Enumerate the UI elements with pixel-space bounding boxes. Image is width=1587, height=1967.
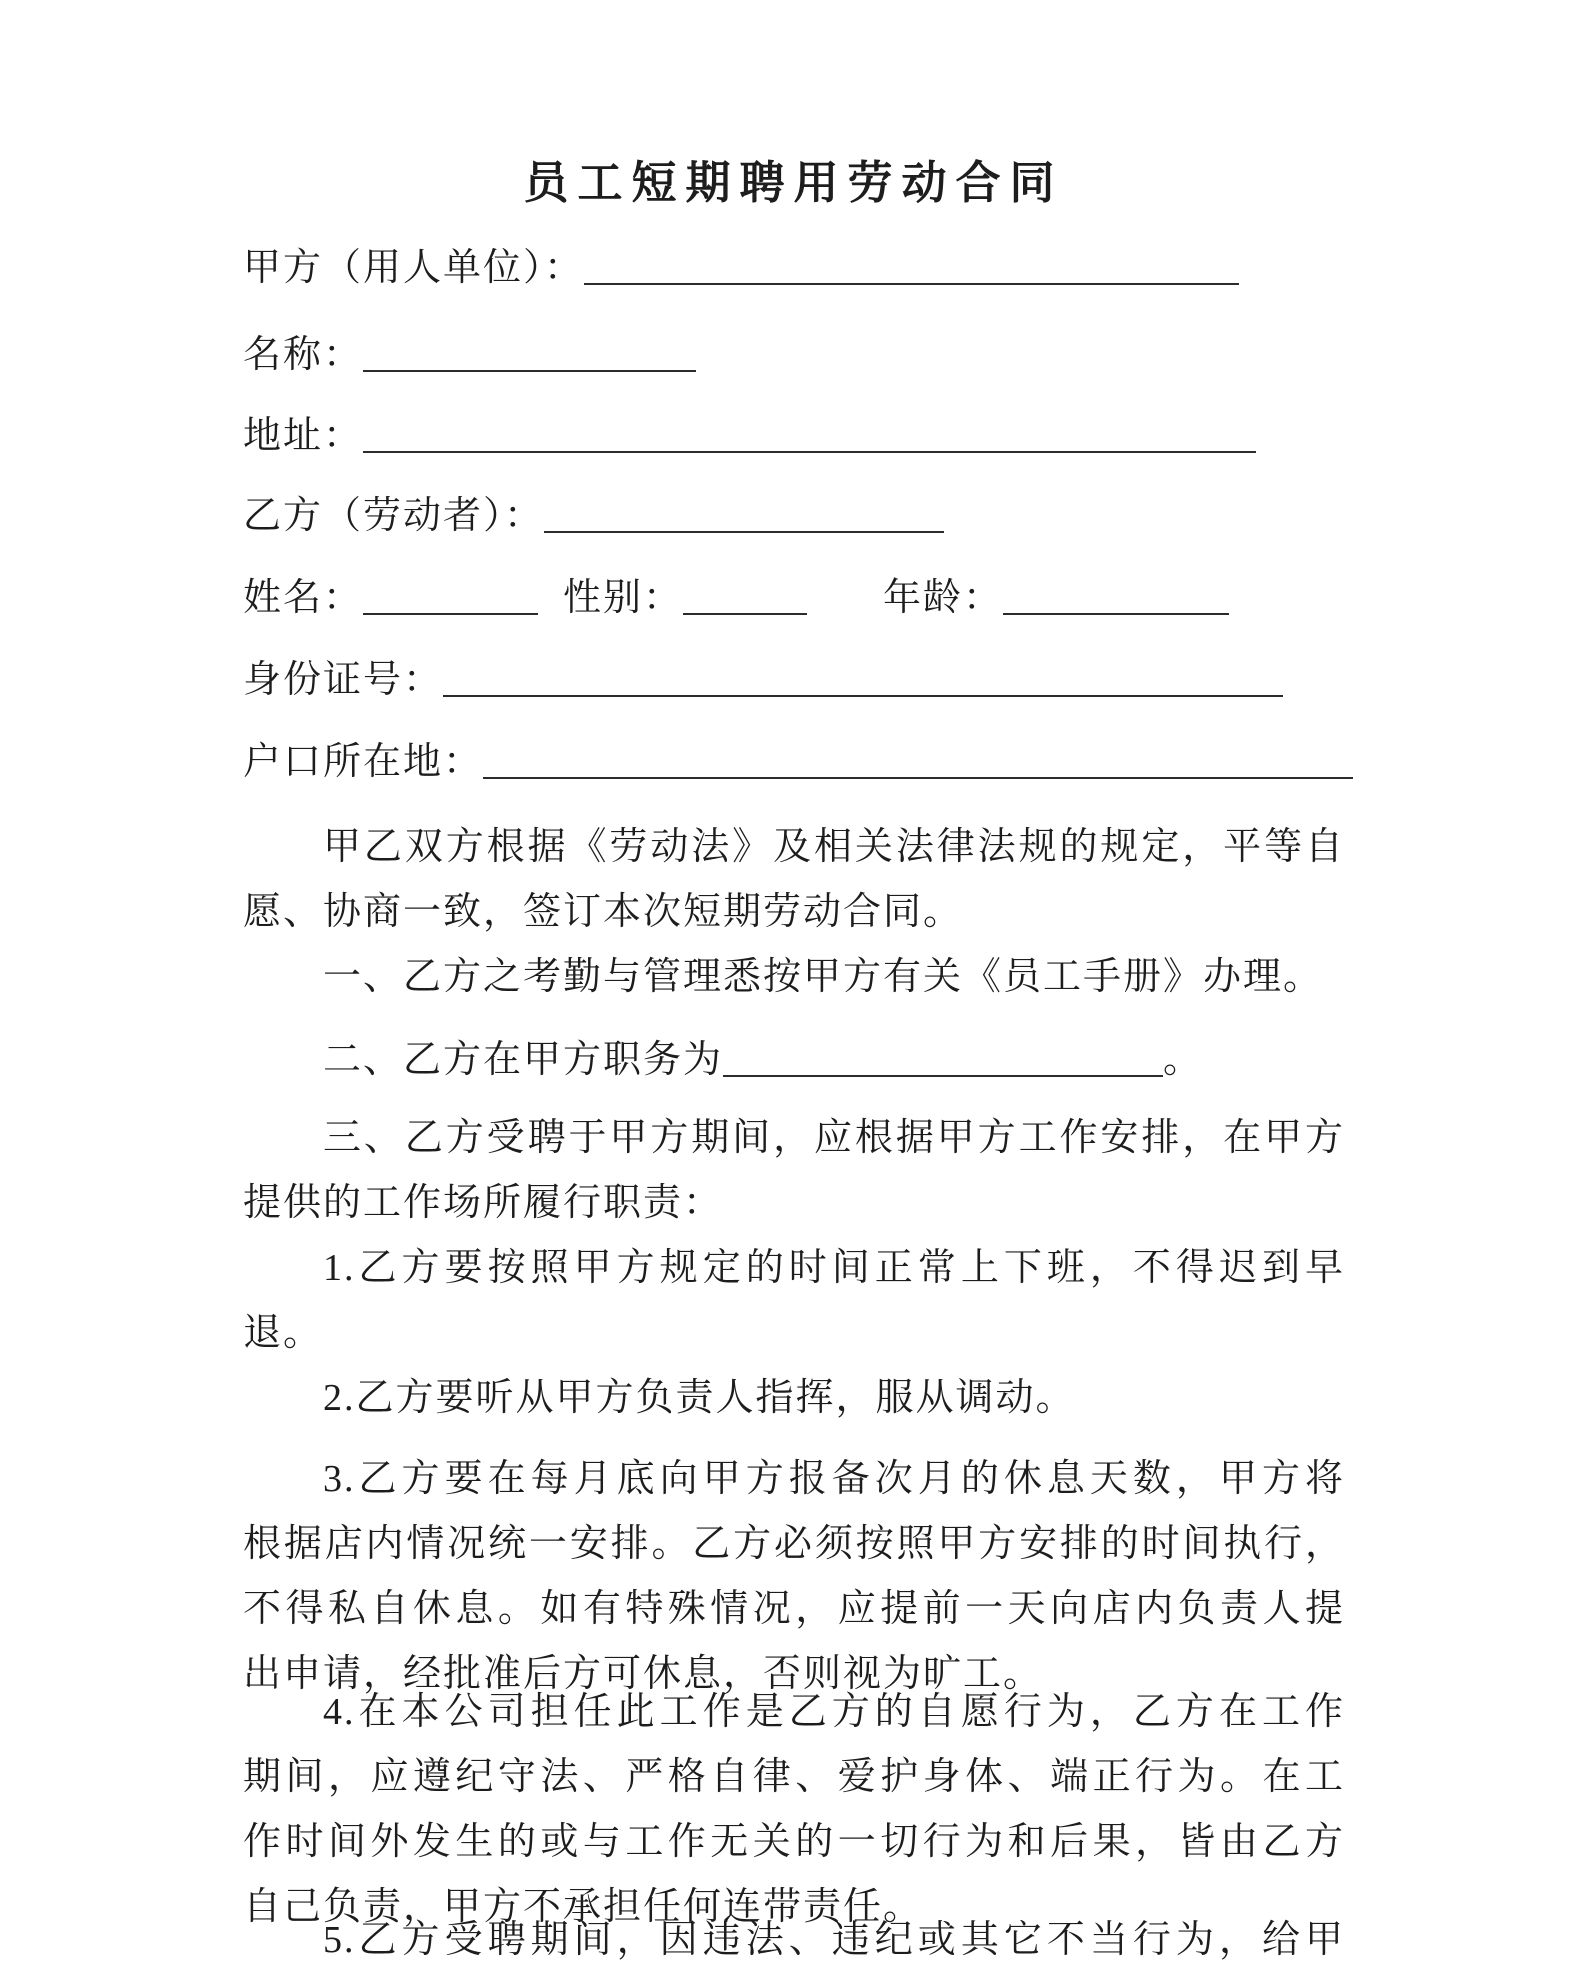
field-party-a-label: 甲方（用人单位）： — [243, 247, 585, 289]
item-4-line: 自己负责，甲方不承担任何连带责任。 — [243, 1886, 924, 1928]
field-residence — [243, 740, 1353, 785]
field-residence-blank-line — [483, 769, 1353, 779]
field-worker-name-blank-line — [363, 605, 538, 615]
field-gender-label: 性别： — [563, 577, 684, 619]
clause-1-line: 一、乙方之考勤与管理悉按甲方有关《员工手册》办理。 — [323, 956, 1324, 998]
field-age-blank-line — [1003, 605, 1229, 615]
clause-3-item-3 — [243, 1447, 1345, 1707]
clause-3-item-1 — [243, 1236, 1345, 1366]
clause-2-blank-line — [723, 1067, 1163, 1077]
paragraph-preamble — [243, 815, 1345, 945]
field-company-name-label: 名称： — [243, 334, 364, 376]
clause-2-period: 。 — [1163, 1039, 1204, 1081]
field-address-blank-line — [363, 443, 1256, 453]
field-address — [243, 414, 1256, 459]
item-1-line: 1.乙方要按照甲方规定的时间正常上下班，不得迟到早 — [323, 1247, 1345, 1289]
item-2-line: 2.乙方要听从甲方负责人指挥，服从调动。 — [323, 1377, 1076, 1419]
item-5-line: 5.乙方受聘期间，因违法、违纪或其它不当行为，给甲 — [323, 1919, 1345, 1961]
item-3-line: 不得私自休息。如有特殊情况，应提前一天向店内负责人提 — [243, 1588, 1345, 1630]
field-row-name-gender-age — [243, 576, 1229, 621]
item-3-line: 3.乙方要在每月底向甲方报备次月的休息天数，甲方将 — [323, 1458, 1345, 1500]
item-1-line: 退。 — [243, 1312, 324, 1354]
field-residence-label: 户口所在地： — [243, 741, 484, 783]
field-company-name — [243, 333, 696, 378]
item-4-line: 4.在本公司担任此工作是乙方的自愿行为，乙方在工作 — [323, 1691, 1345, 1733]
field-worker-name-label: 姓名： — [243, 577, 364, 619]
clause-3-item-5 — [243, 1908, 1345, 1967]
clause-3-line: 提供的工作场所履行职责： — [243, 1182, 724, 1224]
item-4-line: 期间，应遵纪守法、严格自律、爱护身体、端正行为。在工 — [243, 1756, 1345, 1798]
paragraph-preamble-line: 愿、协商一致，签订本次短期劳动合同。 — [243, 891, 964, 933]
field-address-label: 地址： — [243, 415, 364, 457]
clause-1 — [243, 945, 1345, 1010]
field-party-a — [243, 246, 1239, 291]
field-party-a-blank-line — [584, 275, 1239, 285]
item-4-line: 作时间外发生的或与工作无关的一切行为和后果，皆由乙方 — [243, 1821, 1345, 1863]
paragraph-preamble-line: 甲乙双方根据《劳动法》及相关法律法规的规定，平等自 — [323, 826, 1345, 868]
field-party-b-label: 乙方（劳动者）： — [243, 495, 545, 537]
field-party-b-blank-line — [544, 523, 944, 533]
field-id-number-blank-line — [443, 687, 1283, 697]
clause-3 — [243, 1106, 1345, 1236]
clause-3-line: 三、乙方受聘于甲方期间，应根据甲方工作安排，在甲方 — [323, 1117, 1345, 1159]
field-age-label: 年龄： — [883, 577, 1004, 619]
item-3-line: 出申请，经批准后方可休息，否则视为旷工。 — [243, 1653, 1044, 1695]
field-id-number — [243, 658, 1283, 703]
field-company-name-blank-line — [363, 362, 696, 372]
field-gender-blank-line — [683, 605, 807, 615]
document-title: 员工短期聘用劳动合同 — [523, 158, 1064, 208]
clause-2 — [243, 1028, 1345, 1093]
clause-3-item-4 — [243, 1680, 1345, 1940]
field-party-b — [243, 494, 944, 539]
clause-2-text: 二、乙方在甲方职务为 — [323, 1039, 724, 1081]
item-3-line: 根据店内情况统一安排。乙方必须按照甲方安排的时间执行， — [243, 1523, 1345, 1565]
clause-3-item-2 — [243, 1366, 1345, 1431]
field-id-number-label: 身份证号： — [243, 659, 444, 701]
